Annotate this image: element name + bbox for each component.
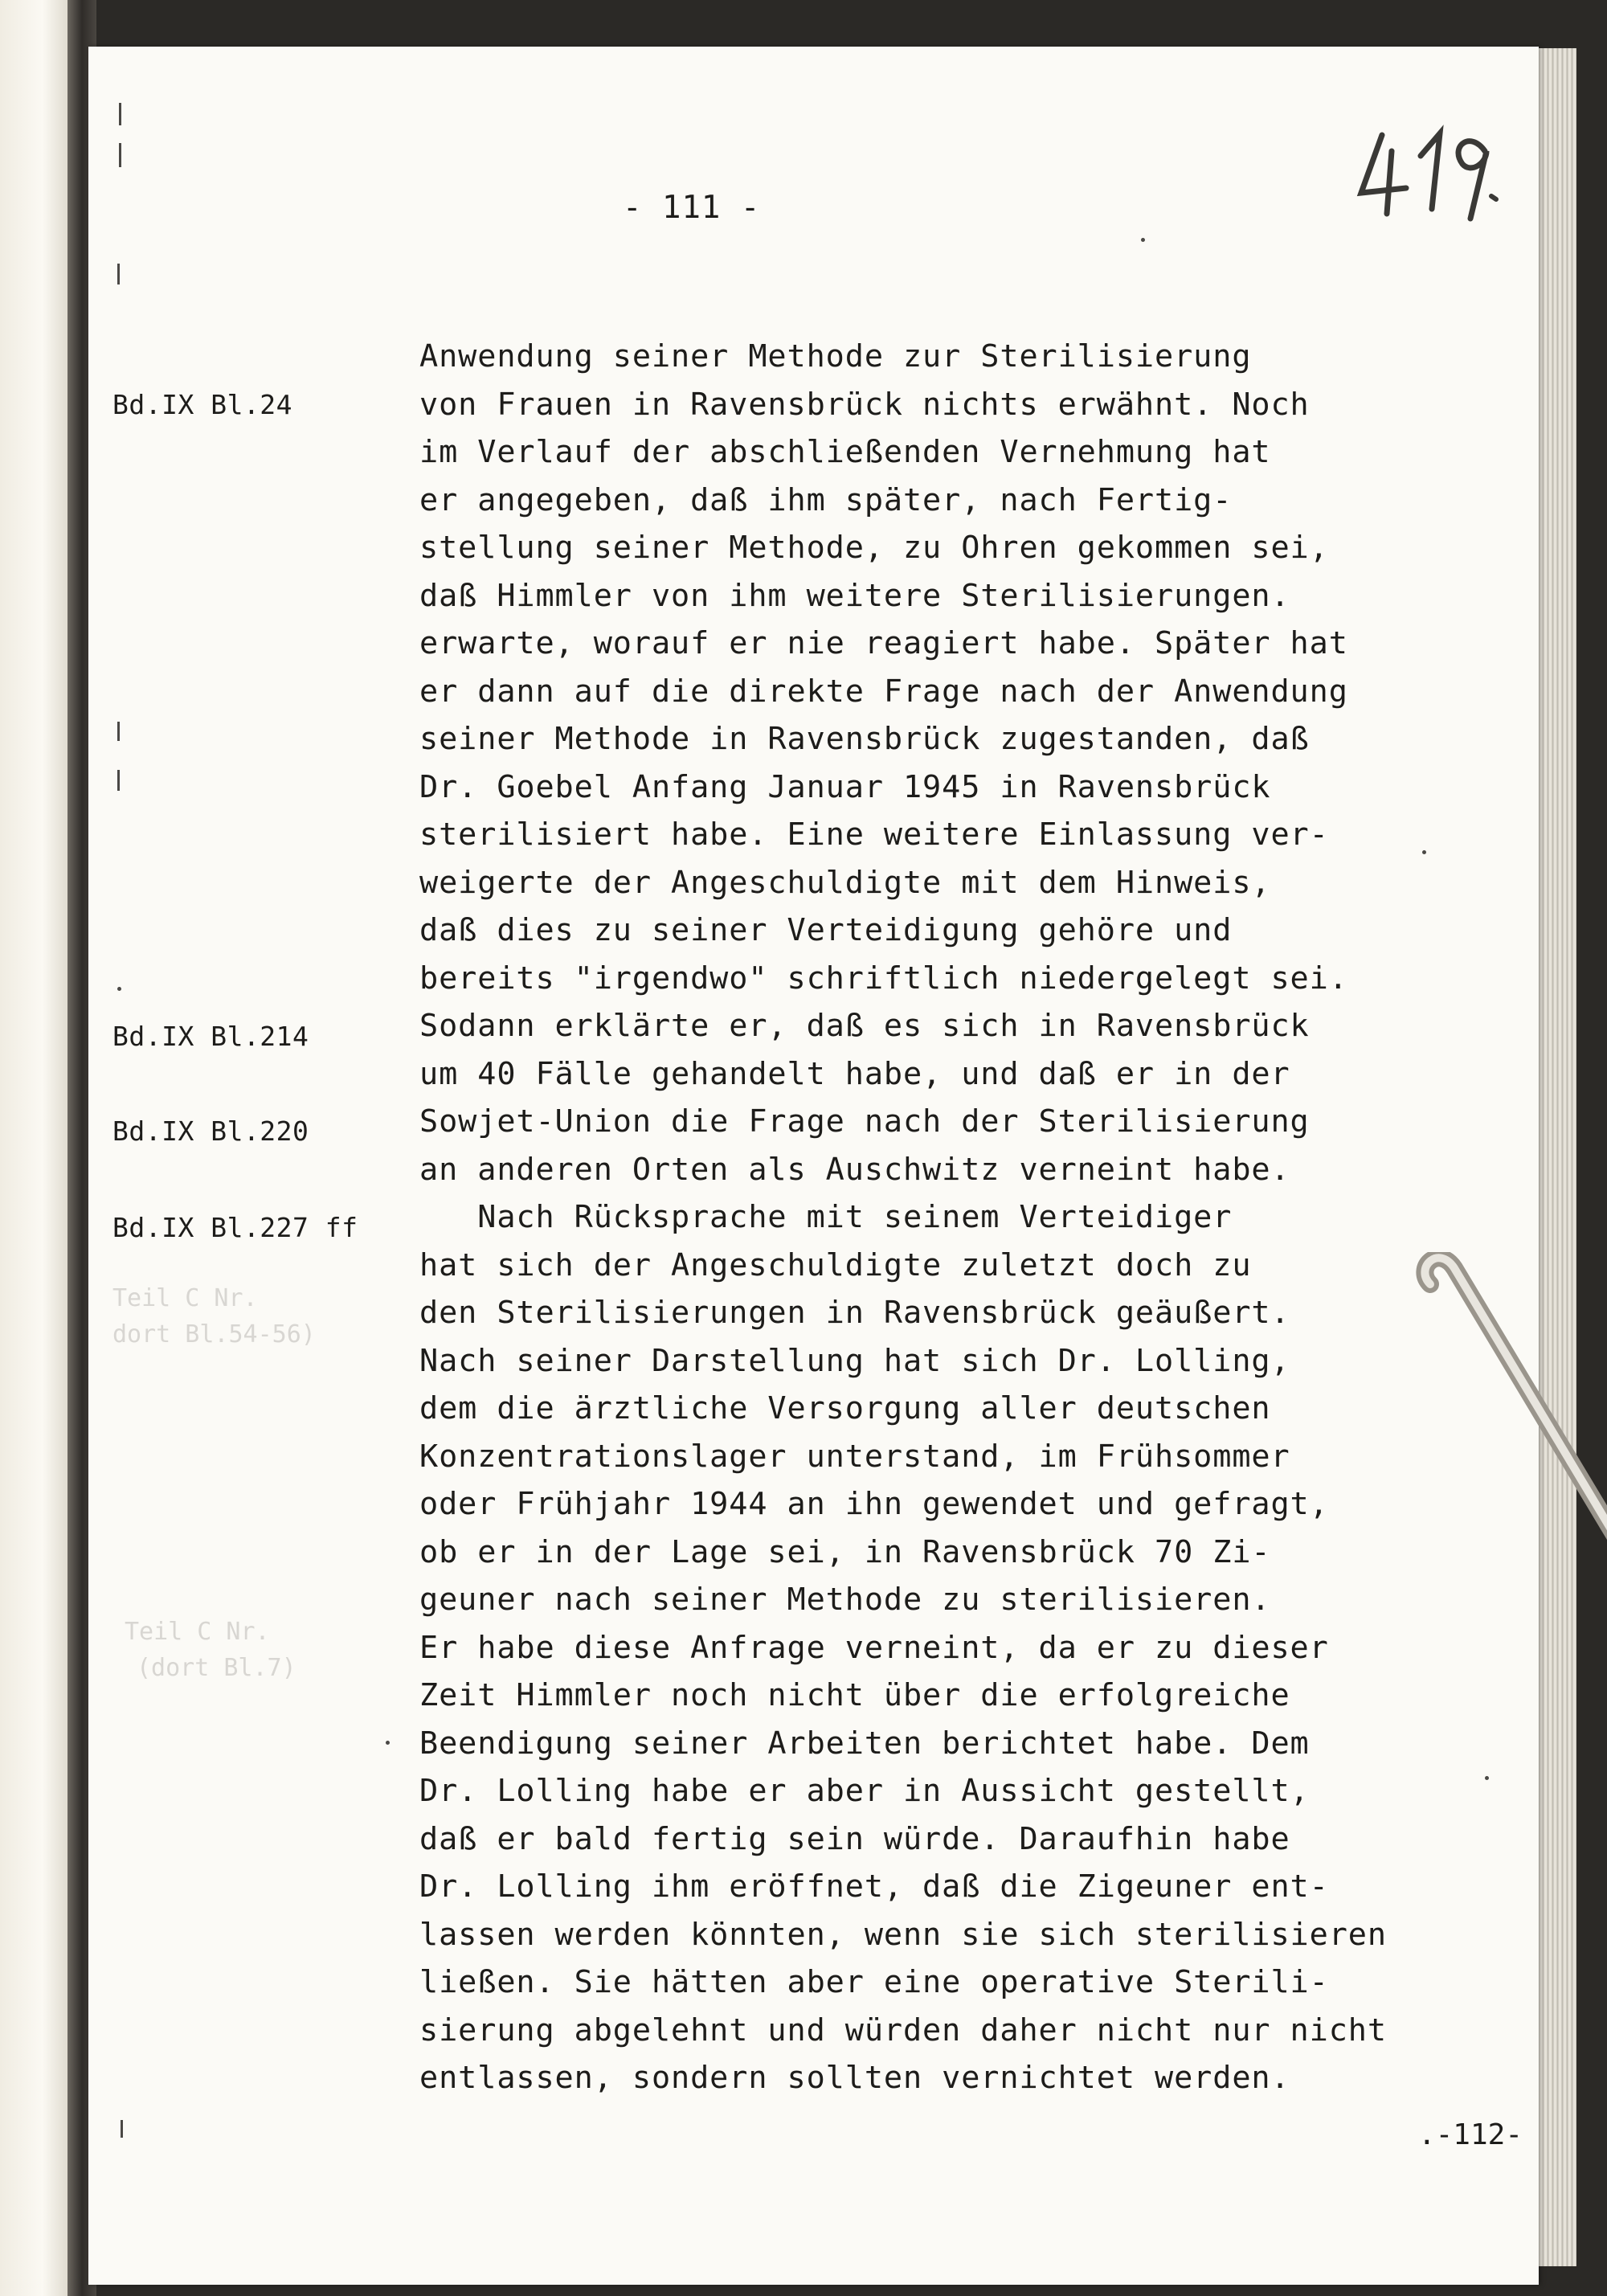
margin-mark	[117, 770, 120, 791]
text-line: Dr. Lolling habe er aber in Aussicht gestellt,	[419, 1773, 1310, 1809]
margin-reference: Bd.IX Bl.220	[112, 1115, 309, 1147]
text-line: Sodann erklärte er, daß es sich in Ravensbrück	[419, 1008, 1310, 1044]
show-through-text: (dort Bl.7)	[137, 1654, 296, 1682]
margin-mark	[1422, 850, 1426, 854]
margin-mark	[119, 103, 121, 125]
body-text	[419, 333, 1387, 2102]
text-line: Anwendung seiner Methode zur Sterilisierung	[419, 338, 1252, 374]
text-line: Konzentrationslager unterstand, im Frühsommer	[419, 1438, 1290, 1475]
margin-mark	[121, 2120, 123, 2138]
margin-mark	[1141, 238, 1145, 242]
text-line: Beendigung seiner Arbeiten berichtet habe. Dem	[419, 1725, 1310, 1762]
margin-mark	[117, 722, 120, 741]
text-line: hat sich der Angeschuldigte zuletzt doch zu	[419, 1246, 1252, 1283]
text-line: bereits "irgendwo" schriftlich niedergelegt sei.	[419, 960, 1348, 997]
text-line: Nach seiner Darstellung hat sich Dr. Lolling,	[419, 1342, 1290, 1379]
text-line: stellung seiner Methode, zu Ohren gekommen sei,	[419, 530, 1329, 566]
paper-clip	[1406, 1252, 1607, 1654]
text-line: daß Himmler von ihm weitere Sterilisierungen.	[419, 577, 1290, 614]
continuation-marker: .-112-	[1417, 2118, 1523, 2151]
margin-mark	[119, 143, 121, 167]
text-line: Dr. Lolling ihm eröffnet, daß die Zigeuner ent-	[419, 1868, 1329, 1905]
margin-mark	[386, 1741, 390, 1745]
previous-page-edge	[0, 0, 71, 2296]
page-number: - 111 -	[623, 190, 761, 226]
text-line: im Verlauf der abschließenden Vernehmung hat	[419, 434, 1271, 470]
text-line: er angegeben, daß ihm später, nach Fertig-	[419, 481, 1233, 518]
text-line: den Sterilisierungen in Ravensbrück geäußert.	[419, 1295, 1290, 1331]
text-line: oder Frühjahr 1944 an ihn gewendet und gefragt,	[419, 1486, 1329, 1522]
margin-mark	[1485, 1776, 1489, 1780]
text-line: lassen werden könnten, wenn sie sich sterilisieren	[419, 1916, 1387, 1953]
text-line: geuner nach seiner Methode zu sterilisieren.	[419, 1582, 1271, 1618]
text-line: Sowjet-Union die Frage nach der Sterilisierung	[419, 1103, 1310, 1140]
text-line: daß er bald fertig sein würde. Daraufhin habe	[419, 1820, 1290, 1857]
text-line: erwarte, worauf er nie reagiert habe. Später hat	[419, 625, 1348, 661]
text-line: ließen. Sie hätten aber eine operative Sterili-	[419, 1964, 1329, 2000]
margin-reference: Bd.IX Bl.24	[112, 389, 293, 420]
margin-mark	[117, 987, 121, 991]
text-line: Zeit Himmler noch nicht über die erfolgreiche	[419, 1677, 1290, 1713]
show-through-text: Teil C Nr.	[112, 1284, 258, 1312]
text-line: er dann auf die direkte Frage nach der Anwendung	[419, 673, 1348, 710]
handwritten-folio-number	[1350, 119, 1511, 231]
show-through-text: Teil C Nr.	[125, 1618, 270, 1646]
text-line: seiner Methode in Ravensbrück zugestanden, daß	[419, 721, 1310, 757]
text-line: um 40 Fälle gehandelt habe, und daß er in der	[419, 1055, 1290, 1092]
text-line: sterilisiert habe. Eine weitere Einlassung ver-	[419, 816, 1329, 853]
text-line: ob er in der Lage sei, in Ravensbrück 70 Zi-	[419, 1533, 1271, 1570]
text-line: sierung abgelehnt und würden daher nicht nur nicht	[419, 2012, 1387, 2048]
text-line: Er habe diese Anfrage verneint, da er zu dieser	[419, 1629, 1329, 1666]
margin-mark	[117, 264, 120, 284]
text-line: dem die ärztliche Versorgung aller deutschen	[419, 1390, 1271, 1426]
text-line: Nach Rücksprache mit seinem Verteidiger	[419, 1199, 1233, 1235]
text-line: daß dies zu seiner Verteidigung gehöre und	[419, 912, 1233, 948]
show-through-text: dort Bl.54-56)	[112, 1320, 316, 1349]
margin-reference: Bd.IX Bl.214	[112, 1021, 309, 1052]
text-line: an anderen Orten als Auschwitz verneint habe.	[419, 1151, 1290, 1188]
text-line: Dr. Goebel Anfang Januar 1945 in Ravensbrück	[419, 768, 1271, 805]
text-line: von Frauen in Ravensbrück nichts erwähnt. Noch	[419, 386, 1310, 423]
text-line: weigerte der Angeschuldigte mit dem Hinweis,	[419, 864, 1271, 901]
text-line: entlassen, sondern sollten vernichtet werden.	[419, 2060, 1290, 2096]
document-page	[88, 47, 1539, 2285]
margin-reference: Bd.IX Bl.227 ff	[112, 1212, 358, 1243]
